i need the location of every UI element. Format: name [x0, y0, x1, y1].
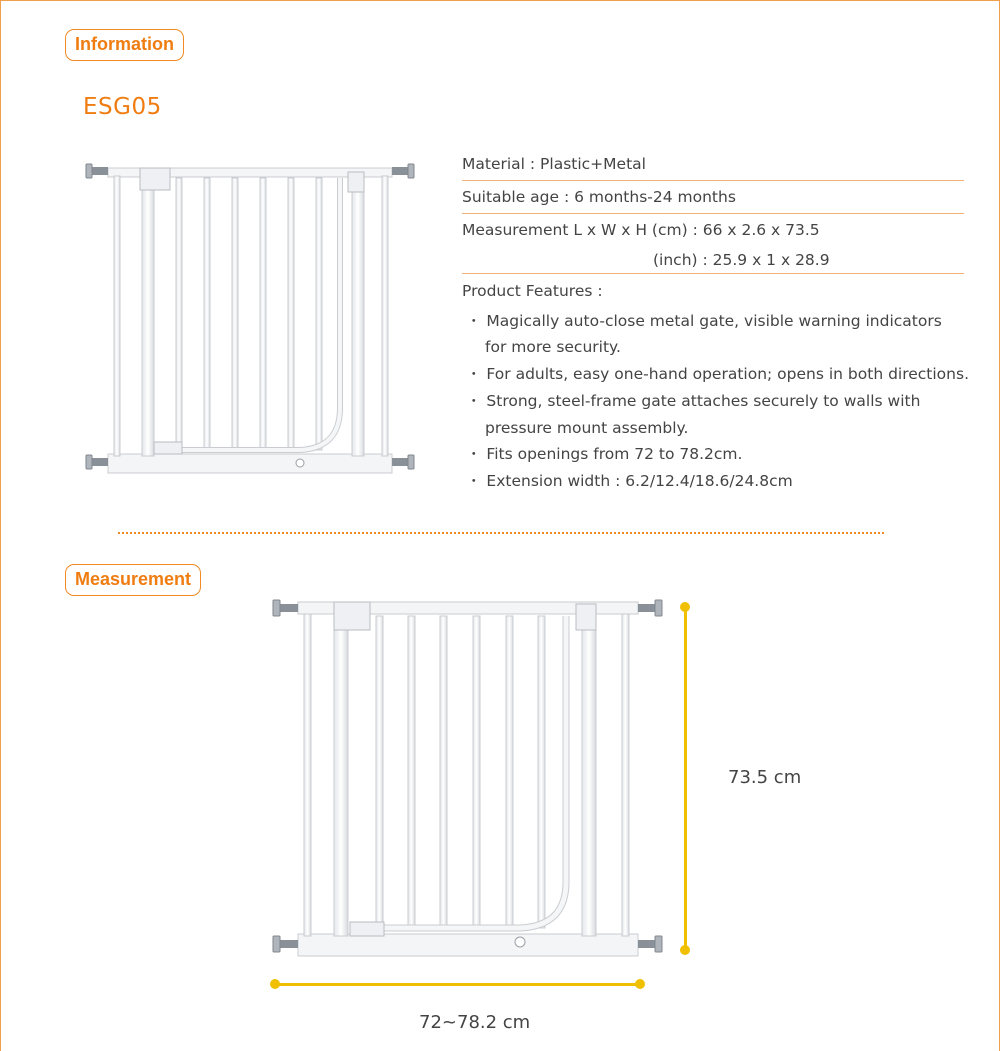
model-number: ESG05 [83, 94, 162, 120]
feature-item: ・ Strong, steel-frame gate attaches securely to walls with [466, 392, 921, 410]
feature-item-continued: for more security. [485, 338, 621, 356]
feature-item: ・ Fits openings from 72 to 78.2cm. [466, 445, 743, 463]
feature-item: ・ For adults, easy one-hand operation; opens in both directions. [466, 365, 969, 383]
spec-measurement-cm: Measurement L x W x H (cm) : 66 x 2.6 x 73.5 [462, 221, 820, 239]
gate-image-large [270, 596, 665, 964]
dimension-endpoint [270, 979, 280, 989]
dimension-endpoint [635, 979, 645, 989]
divider [462, 273, 964, 274]
width-label: 72~78.2 cm [419, 1012, 531, 1033]
divider [462, 180, 964, 181]
section-divider [118, 532, 884, 534]
divider [462, 213, 964, 214]
dimension-endpoint [680, 945, 690, 955]
spec-suitable-age: Suitable age : 6 months-24 months [462, 188, 736, 206]
feature-item: ・ Magically auto-close metal gate, visible warning indicators [466, 312, 942, 330]
height-dimension-line [684, 607, 687, 950]
feature-item-continued: pressure mount assembly. [485, 419, 689, 437]
information-heading: Information [65, 29, 184, 61]
spec-material: Material : Plastic+Metal [462, 155, 646, 173]
measurement-heading: Measurement [65, 564, 201, 596]
width-dimension-line [275, 983, 640, 986]
spec-measurement-inch: (inch) : 25.9 x 1 x 28.9 [653, 251, 830, 269]
gate-image-small [84, 158, 424, 483]
feature-item: ・ Extension width : 6.2/12.4/18.6/24.8cm [466, 472, 793, 490]
height-label: 73.5 cm [728, 767, 802, 788]
features-label: Product Features : [462, 282, 603, 300]
dimension-endpoint [680, 602, 690, 612]
